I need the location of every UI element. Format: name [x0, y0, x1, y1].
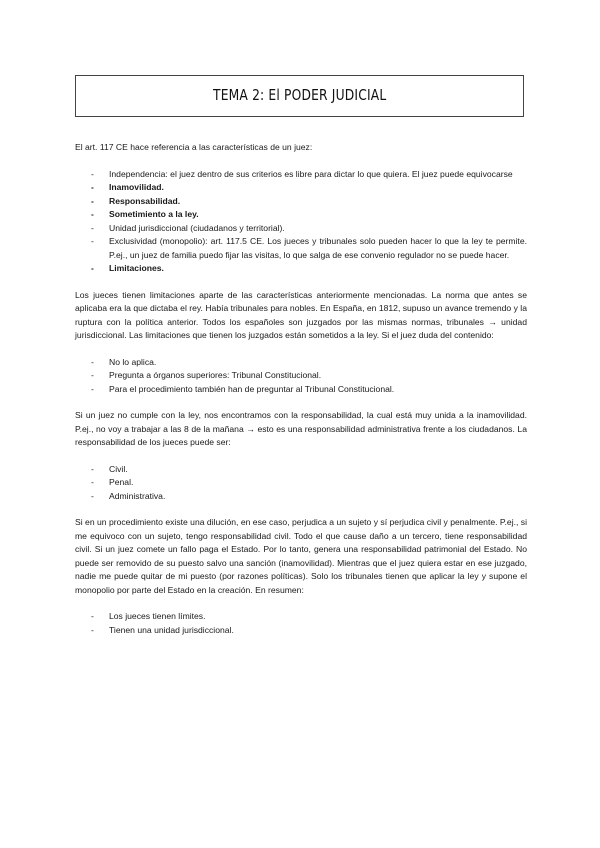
title-box	[75, 75, 524, 117]
list-item: - Independencia: el juez dentro de sus criterios es libre para dictar lo que quiera. El juez puede equivocarse	[75, 168, 527, 182]
list-item: - Unidad jurisdiccional (ciudadanos y territorial).	[75, 222, 527, 236]
document-body	[75, 141, 527, 650]
list-item: - Inamovilidad.	[75, 181, 527, 195]
list-item: - Penal.	[75, 476, 527, 490]
list-item: - Exclusividad (monopolio): art. 117.5 CE. Los jueces y tribunales solo pueden hacer lo que la ley te permite. P.ej., un juez de familia puedo fijar las visitas, lo que salga de ese convenio regulador no se puede hacer.	[75, 235, 527, 262]
resumen-list	[75, 610, 527, 637]
list-item: - Pregunta a órganos superiores: Tribunal Constitucional.	[75, 369, 527, 383]
dilucion-paragraph: Si en un procedimiento existe una dilución, en ese caso, perjudica a un sujeto y sí perjudica civil y penalmente. P.ej., si me equivoco con un sujeto, tengo responsabilidad civil. Todo el que cause daño a un tercero, tiene responsabilidad civil. Si un juez comete un fallo paga el Estado. Por lo tanto, genera una responsabilidad patrimonial del Estado. No puede ser removido de su puesto salvo una sanción (inamovilidad). Mientras que el juez quiera estar en ese juzgado, nadie me puede quitar de mi puesto (por razones políticas). Solo los tribunales tienen que aplicar la ley y supone el monopolio por parte del Estado en la creación. En resumen:	[75, 517, 527, 595]
list-item: - Para el procedimiento también han de preguntar al Tribunal Constitucional.	[75, 383, 527, 397]
responsabilidad-paragraph: Si un juez no cumple con la ley, nos encontramos con la responsabilidad, la cual está muy unida a la inamovilidad. P.ej., no voy a trabajar a las 8 de la mañana → esto es una responsabilidad administrativa frente a los ciudadanos. La responsabilidad de los jueces puede ser:	[75, 410, 527, 447]
list-item: - Sometimiento a la ley.	[75, 208, 527, 222]
intro-paragraph: El art. 117 CE hace referencia a las características de un juez:	[75, 142, 313, 152]
list-item: - Tienen una unidad jurisdiccional.	[75, 624, 527, 638]
duda-list	[75, 356, 527, 397]
list-item: - Los jueces tienen límites.	[75, 610, 527, 624]
list-item: - Administrativa.	[75, 490, 527, 504]
list-item: - Civil.	[75, 463, 527, 477]
list-item: - No lo aplica.	[75, 356, 527, 370]
characteristics-list	[75, 168, 527, 276]
list-item: - Limitaciones.	[75, 262, 527, 276]
page-title: TEMA 2: El PODER JUDICIAL	[212, 86, 387, 105]
limitaciones-paragraph: Los jueces tienen limitaciones aparte de las características anteriormente mencionadas. La norma que antes se aplicaba era la que dictaba el rey. Había tribunales para nobles. En España, en 1812, supuso un avance tremendo y la ruptura con la política anterior. Todos los españoles son juzgados por las mismas normas, tribunales → unidad jurisdiccional. Las limitaciones que tienen los juzgados están sometidos a la ley. Si el juez duda del contenido:	[75, 289, 527, 340]
list-item: - Responsabilidad.	[75, 195, 527, 209]
responsabilidad-list	[75, 463, 527, 504]
